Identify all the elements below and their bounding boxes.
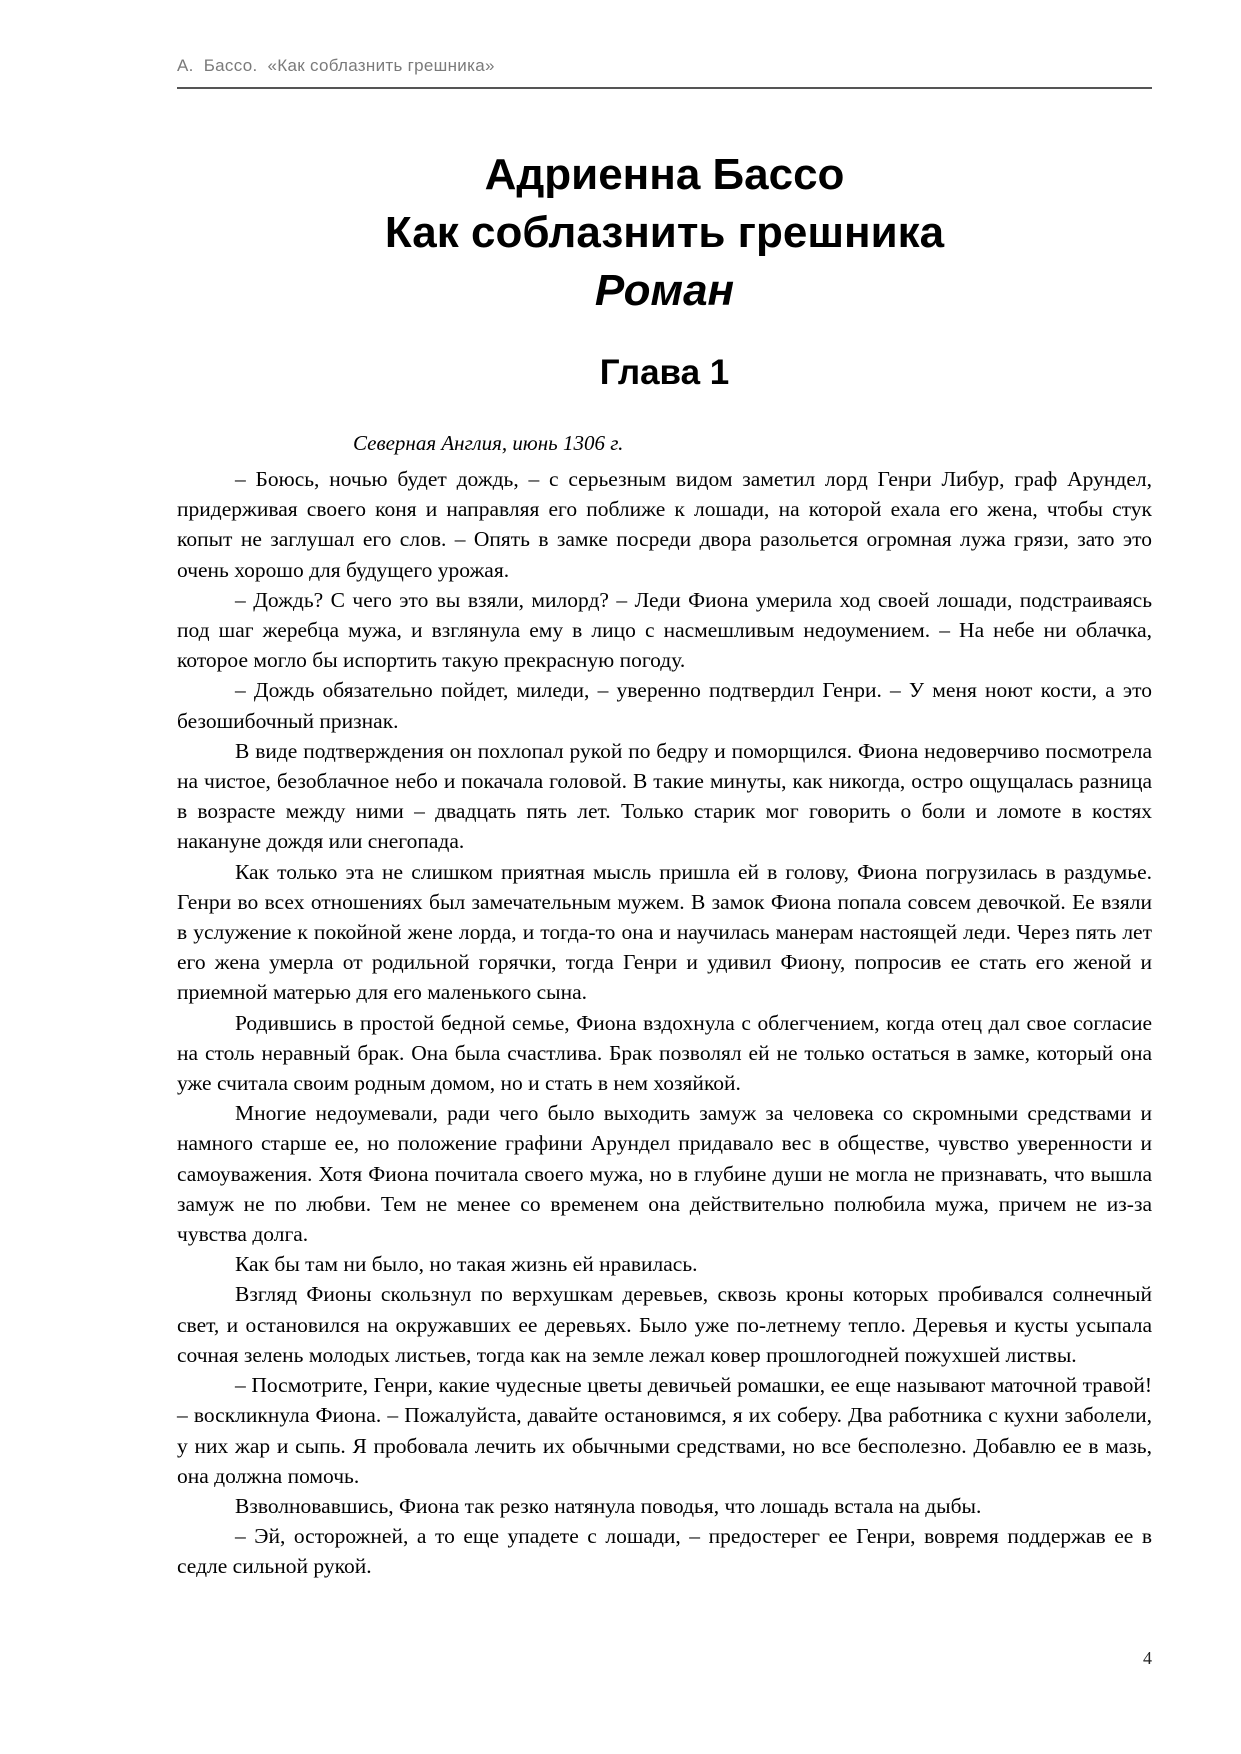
paragraph: – Посмотрите, Генри, какие чудесные цветы девичьей ромашки, ее еще называют маточной травой! – воскликнула Фиона. – Пожалуйста, давайте остановимся, я их соберу. Два работника с кухни заболели, у них жар и сыпь. Я пробовала лечить их обычными средствами, но все бесполезно. Добавлю ее в мазь, она должна помочь. bbox=[177, 1373, 1152, 1488]
paragraph: В виде подтверждения он похлопал рукой по бедру и поморщился. Фиона недоверчиво посмотрела на чистое, безоблачное небо и покачала головой. В такие минуты, как никогда, остро ощущалась разница в возрасте между ними – двадцать пять лет. Только старик мог говорить о боли и ломоте в костях накануне дождя или снегопада. bbox=[177, 738, 1152, 854]
paragraph: Как только эта не слишком приятная мысль пришла ей в голову, Фиона погрузилась в раздумье. Генри во всех отношениях был замечательным мужем. В замок Фиона попала совсем девочкой. Ее взяли в услужение к покойной жене лорда, и тогда-то она и научилась манерам настоящей леди. Через пять лет его жена умерла от родильной горячки, тогда Генри и удивил Фиону, попросив ее стать его женой и приемной матерью для его маленького сына. bbox=[177, 859, 1152, 1005]
paragraph: Взволновавшись, Фиона так резко натянула поводья, что лошадь встала на дыбы. bbox=[235, 1493, 982, 1518]
genre-label: Роман bbox=[594, 266, 735, 315]
paragraph: – Боюсь, ночью будет дождь, – с серьезным видом заметил лорд Генри Либур, граф Арундел, придерживая своего коня и направляя его поближе к лошади, на которой ехала его жена, чтобы стук копыт не заглушал его слов. – Опять в замке посреди двора разольется огромная лужа грязи, зато это очень хорошо для будущего урожая. bbox=[177, 467, 1152, 582]
epigraph: Северная Англия, июнь 1306 г. bbox=[353, 431, 624, 455]
header-rule bbox=[177, 87, 1152, 89]
paragraph: Многие недоумевали, ради чего было выходить замуж за человека со скромными средствами и намного старше ее, но положение графини Арундел придавало вес в обществе, чувство уверенности и самоуважения. Хотя Фиона почитала своего мужа, но в глубине души не могла не признавать, что вышла замуж не по любви. Тем не менее со временем она действительно полюбила мужа, причем не из-за чувства долга. bbox=[177, 1101, 1152, 1247]
paragraph: Взгляд Фионы скользнул по верхушкам деревьев, сквозь кроны которых пробивался солнечный свет, и остановился на окружавших ее деревьях. Было уже по-летнему тепло. Деревья и кусты усыпала сочная зелень молодых листьев, тогда как на земле лежал ковер прошлогодней пожухшей листвы. bbox=[177, 1282, 1152, 1367]
page-number: 4 bbox=[1143, 1648, 1152, 1668]
body-text bbox=[177, 464, 1152, 1582]
paragraph: – Дождь обязательно пойдет, миледи, – уверенно подтвердил Генри. – У меня ноют кости, а это безошибочный признак. bbox=[177, 678, 1152, 733]
paragraph: Родившись в простой бедной семье, Фиона вздохнула с облегчением, когда отец дал свое согласие на столь неравный брак. Она была счастлива. Брак позволял ей не только остаться в замке, который она уже считала своим родным домом, но и стать в нем хозяйкой. bbox=[177, 1010, 1152, 1096]
author-name: Адриенна Бассо bbox=[484, 150, 845, 199]
title-block bbox=[177, 146, 1152, 320]
paragraph: – Дождь? С чего это вы взяли, милорд? – Леди Фиона умерила ход своей лошади, подстраиваясь под шаг жеребца мужа, и взглянула ему в лицо с насмешливым недоумением. – На небе ни облачка, которое могло бы испортить такую прекрасную погоду. bbox=[177, 587, 1152, 673]
running-header: А. Бассо. «Как соблазнить грешника» bbox=[177, 56, 495, 75]
paragraph: – Эй, осторожней, а то еще упадете с лошади, – предостерег ее Генри, вовремя поддержав ее в седле сильной рукой. bbox=[177, 1524, 1152, 1579]
book-title: Как соблазнить грешника bbox=[384, 208, 945, 257]
paragraph: Как бы там ни было, но такая жизнь ей нравилась. bbox=[235, 1252, 698, 1277]
chapter-heading: Глава 1 bbox=[599, 353, 730, 392]
